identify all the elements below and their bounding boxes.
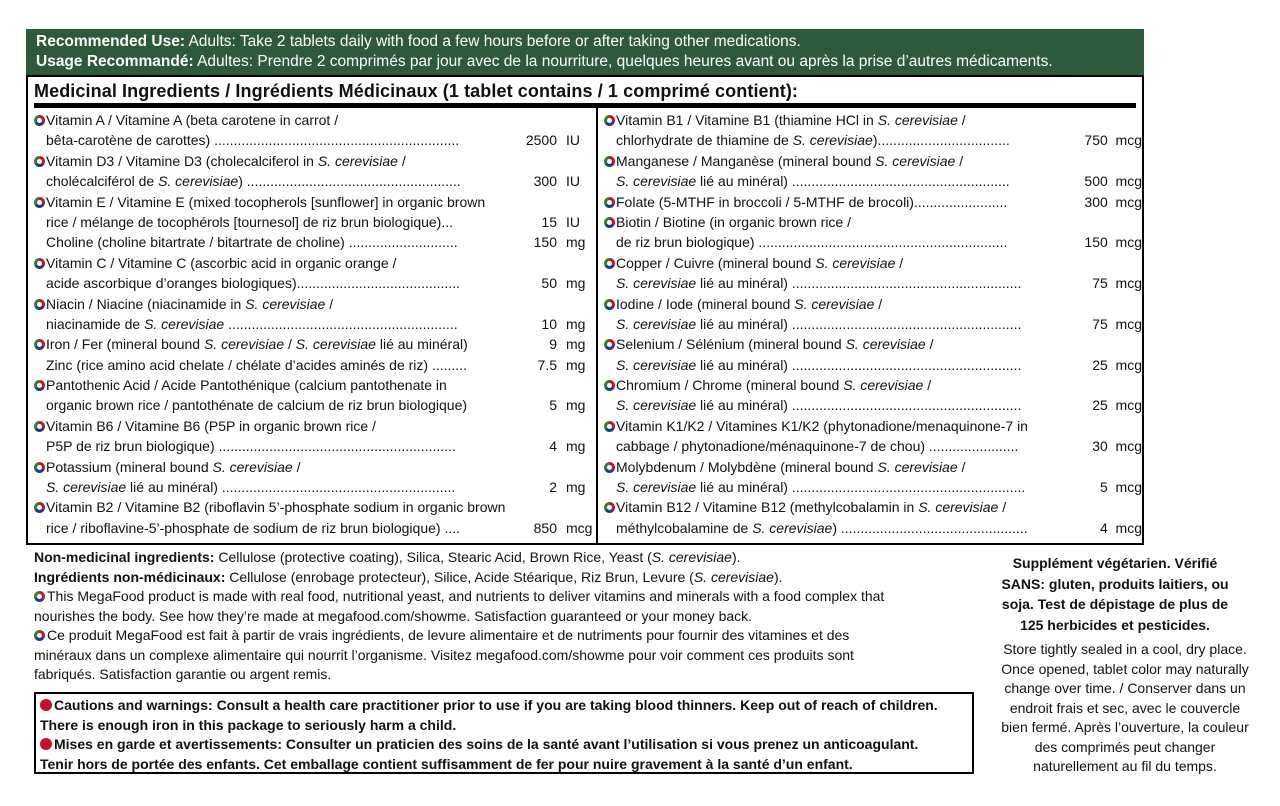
caution-fr-1: Mises en garde et avertissements: Consulter un praticien des soins de la santé avant l’utilisation si vous prenez un anticoagulant.: [40, 735, 972, 755]
column-divider: [596, 108, 598, 545]
non-medicinal-en: Non-medicinal ingredients: Cellulose (protective coating), Silica, Stearic Acid, Brown Rice, Yeast (S. cerevisiae).: [34, 549, 741, 565]
ingredient-unit: mg: [566, 479, 586, 496]
megafood-logo-icon: [604, 339, 615, 350]
ingredient-row: [34, 110, 594, 130]
ingredient-unit: mg: [566, 336, 586, 353]
megafood-logo-icon: [34, 502, 45, 513]
ingredient-row: [604, 497, 1139, 517]
megafood-logo-icon: [604, 462, 615, 473]
ingredient-row: [604, 457, 1139, 477]
warning-dot-icon: [40, 738, 52, 750]
ingredient-row: [34, 497, 594, 517]
ingredient-text: bêta-carotène de carottes) ...............................................................: [46, 132, 460, 149]
megafood-logo-icon: [34, 115, 45, 126]
ingredient-text: cholécalciférol de S. cerevisiae) .......................................................: [46, 173, 461, 190]
ingredient-amount: 25 mcg: [1092, 397, 1142, 414]
ingredient-text: rice / mélange de tocophérols [tournesol] de riz brun biologique)...: [46, 213, 454, 230]
ingredient-row: [604, 273, 1142, 293]
ingredient-amount: 150 mcg: [1084, 234, 1142, 251]
ingredient-text: niacinamide de S. cerevisiae ...........................................................: [46, 315, 458, 332]
ingredient-row: [34, 130, 594, 150]
ingredient-text: Potassium (mineral bound S. cerevisiae /: [46, 458, 301, 475]
ingredient-amount: 150: [533, 234, 557, 251]
ingredient-row: [34, 477, 594, 497]
ingredient-text: Copper / Cuivre (mineral bound S. cerevisiae /: [616, 254, 904, 271]
ingredient-text: Vitamin K1/K2 / Vitamines K1/K2 (phytonadione/menaquinone-7 in: [616, 417, 1028, 434]
warning-dot-icon: [40, 699, 52, 711]
ingredient-unit: IU: [566, 213, 580, 230]
ingredient-unit: mg: [566, 234, 586, 251]
megafood-logo-icon: [34, 462, 45, 473]
recommended-use-en: Recommended Use: Adults: Take 2 tablets daily with food a few hours before or after taking other medications.: [36, 33, 801, 50]
ingredient-row: [34, 192, 594, 212]
product-statement-fr-3: fabriqués. Satisfaction garantie ou argent remis.: [34, 666, 332, 682]
recommended-use-fr: Usage Recommandé: Adultes: Prendre 2 comprimés par jour avec de la nourriture, quelques heures avant ou après la prise d’autres médicaments.: [36, 53, 1053, 70]
ingredient-row: [604, 253, 1139, 273]
ingredient-amount: 75 mcg: [1092, 315, 1142, 332]
ingredient-text: S. cerevisiae lié au minéral) ........................................................: [616, 173, 1010, 190]
vegetarian-statement: Supplément végétarien. Vérifié SANS: gluten, produits laitiers, ou soja. Test de dépistage de plus de 125 herbicides et pesticides.: [1001, 555, 1229, 633]
megafood-logo-icon: [604, 299, 615, 310]
ingredient-text: S. cerevisiae lié au minéral) ............................................................: [46, 479, 456, 496]
ingredient-row: [604, 375, 1139, 395]
ingredient-amount: 300: [533, 173, 557, 190]
title-rule: [34, 103, 1136, 108]
megafood-logo-icon: [604, 421, 615, 432]
ingredient-unit: IU: [566, 173, 580, 190]
ingredient-row: [604, 130, 1142, 150]
ingredient-text: Manganese / Manganèse (mineral bound S. cerevisiae /: [616, 152, 964, 169]
ingredient-unit: mg: [566, 275, 586, 292]
ingredient-text: S. cerevisiae lié au minéral) ...........................................................: [616, 275, 1022, 292]
ingredient-text: Vitamin C / Vitamine C (ascorbic acid in organic orange /: [46, 254, 397, 271]
ingredient-text: S. cerevisiae lié au minéral) ............................................................: [616, 479, 1026, 496]
ingredient-unit: mg: [566, 397, 586, 414]
ingredient-amount: 850: [533, 519, 557, 536]
ingredient-text: P5P de riz brun biologique) .............................................................: [46, 438, 456, 455]
non-medicinal-fr: Ingrédients non-médicinaux: Cellulose (enrobage protecteur), Silice, Acide Stéarique, Riz Brun, Levure (S. cerevisiae).: [34, 568, 783, 585]
ingredient-row: [604, 232, 1142, 252]
ingredient-text: Selenium / Sélénium (mineral bound S. cerevisiae /: [616, 336, 934, 353]
cautions-warnings-box: [34, 692, 974, 774]
ingredient-row: [34, 273, 594, 293]
ingredient-row: [34, 375, 594, 395]
non-medicinal-section: [34, 548, 974, 685]
ingredient-text: Zinc (rice amino acid chelate / chélate d’acides aminés de riz) .........: [46, 356, 467, 373]
ingredient-text: Vitamin A / Vitamine A (beta carotene in carrot /: [46, 112, 339, 128]
ingredients-right-column: [604, 110, 1142, 538]
ingredient-row: [604, 334, 1139, 354]
ingredient-row: [604, 395, 1142, 415]
ingredient-amount: 5 mcg: [1099, 479, 1142, 496]
ingredient-amount: 4: [549, 438, 557, 455]
caution-en-1: Cautions and warnings: Consult a health care practitioner prior to use if you are taking blood thinners. Keep out of reach of children.: [40, 696, 972, 716]
ingredient-text: Chromium / Chrome (mineral bound S. cerevisiae /: [616, 377, 932, 394]
megafood-logo-icon: [604, 197, 615, 208]
ingredient-text: S. cerevisiae lié au minéral) ...........................................................: [616, 397, 1022, 414]
ingredient-text: Folate (5-MTHF in broccoli / 5-MTHF de brocoli)........................: [616, 193, 1008, 210]
megafood-logo-icon: [34, 339, 45, 350]
ingredient-text: Pantothenic Acid / Acide Pantothénique (calcium pantothenate in: [46, 377, 447, 394]
ingredient-row: [34, 212, 594, 232]
ingredient-text: acide ascorbique d’oranges biologiques)..........................................: [46, 275, 460, 292]
megafood-logo-icon: [604, 502, 615, 513]
ingredient-row: [604, 477, 1142, 497]
ingredient-amount: 2500: [525, 132, 557, 149]
ingredient-row: [604, 355, 1142, 375]
ingredient-text: S. cerevisiae lié au minéral) ...........................................................: [616, 356, 1022, 373]
ingredient-amount: 7.5: [537, 356, 557, 373]
product-statement-en: This MegaFood product is made with real food, nutritional yeast, and nutrients to deliver vitamins and minerals with a food complex that: [34, 587, 974, 607]
ingredient-row: [34, 436, 594, 456]
ingredient-text: chlorhydrate de thiamine de S. cerevisiae)..................................: [616, 132, 1010, 149]
ingredient-text: Iodine / Iode (mineral bound S. cerevisiae /: [616, 295, 883, 312]
ingredient-row: [34, 395, 594, 415]
product-statement-fr: Ce produit MegaFood est fait à partir de vrais ingrédients, de levure alimentaire et de nutriments pour fournir des vitamines et des: [34, 626, 974, 646]
ingredient-text: rice / riboflavine-5’-phosphate de sodium de riz brun biologique) ....: [46, 519, 461, 536]
ingredient-text: Niacin / Niacine (niacinamide in S. cerevisiae /: [46, 295, 334, 312]
product-statement-en-2: nourishes the body. See how they’re made at megafood.com/showme. Satisfaction guaranteed or your money back.: [34, 607, 753, 624]
caution-en-2: There is enough iron in this package to seriously harm a child.: [40, 716, 457, 733]
caution-fr-2: Tenir hors de portée des enfants. Cet emballage contient suffisamment de fer pour nuire gravement à la santé d’un enfant.: [40, 755, 853, 772]
megafood-logo-icon: [34, 258, 45, 269]
ingredient-row: [604, 416, 1139, 436]
ingredient-unit: IU: [566, 132, 580, 149]
ingredient-row: [34, 151, 594, 171]
megafood-logo-icon: [34, 630, 45, 641]
ingredient-row: [604, 192, 1142, 212]
ingredient-text: Vitamin D3 / Vitamine D3 (cholecalciferol in S. cerevisiae /: [46, 152, 406, 169]
ingredient-row: [34, 457, 594, 477]
ingredient-amount: 750 mcg: [1084, 132, 1142, 149]
ingredient-row: [34, 518, 594, 538]
megafood-logo-icon: [34, 421, 45, 432]
megafood-logo-icon: [34, 299, 45, 310]
ingredient-amount: 75 mcg: [1092, 275, 1142, 292]
ingredient-amount: 4 mcg: [1099, 519, 1142, 536]
ingredient-row: [34, 294, 594, 314]
ingredient-unit: mg: [566, 356, 586, 373]
ingredient-text: Choline (choline bitartrate / bitartrate de choline) ............................: [46, 234, 458, 251]
storage-statement: Store tightly sealed in a cool, dry place. Once opened, tablet color may naturally change over time. / Conserver dans un endroit frais et sec, avec le couvercle bien fermé. Après l’ouverture, la couleur des comprimés peut changer naturellement au fil du temps.: [1001, 641, 1249, 774]
ingredient-text: méthylcobalamine de S. cerevisiae) ................................................: [616, 519, 1028, 536]
ingredient-amount: 30 mcg: [1092, 438, 1142, 455]
product-statement-fr-2: minéraux dans un complexe alimentaire qui nourrit l’organisme. Visitez megafood.com/showme pour voir comment ces produits sont: [34, 646, 854, 663]
ingredient-unit: mg: [566, 438, 586, 455]
ingredient-text: Vitamin B6 / Vitamine B6 (P5P in organic brown rice /: [46, 417, 376, 434]
ingredient-text: Vitamin B1 / Vitamine B1 (thiamine HCl in S. cerevisiae /: [616, 112, 966, 128]
ingredient-text: organic brown rice / pantothénate de calcium de riz brun biologique): [46, 397, 468, 414]
megafood-logo-icon: [34, 156, 45, 167]
megafood-logo-icon: [604, 258, 615, 269]
megafood-logo-icon: [604, 115, 615, 126]
ingredients-left-column: [34, 110, 594, 538]
ingredient-row: [604, 436, 1142, 456]
ingredient-amount: 10: [541, 315, 557, 332]
ingredient-unit: mg: [566, 315, 586, 332]
ingredient-text: Iron / Fer (mineral bound S. cerevisiae / S. cerevisiae lié au minéral): [46, 336, 468, 353]
ingredient-amount: 5: [549, 397, 557, 414]
megafood-logo-icon: [34, 197, 45, 208]
ingredient-text: Vitamin B12 / Vitamine B12 (methylcobalamin in S. cerevisiae /: [616, 499, 1007, 516]
ingredient-text: Vitamin E / Vitamine E (mixed tocopherols [sunflower] in organic brown: [46, 193, 486, 210]
ingredient-amount: 500 mcg: [1084, 173, 1142, 190]
ingredient-amount: 2: [549, 479, 557, 496]
ingredient-text: Molybdenum / Molybdène (mineral bound S. cerevisiae /: [616, 458, 966, 475]
medicinal-ingredients-title: Medicinal Ingredients / Ingrédients Médicinaux (1 tablet contains / 1 comprimé contient):: [34, 81, 799, 101]
ingredient-amount: 300 mcg: [1084, 193, 1142, 210]
ingredient-row: [34, 232, 594, 252]
megafood-logo-icon: [604, 156, 615, 167]
ingredient-row: [34, 171, 594, 191]
megafood-logo-icon: [604, 217, 615, 228]
ingredient-row: [604, 212, 1139, 232]
ingredient-text: Vitamin B2 / Vitamine B2 (riboflavin 5’-phosphate sodium in organic brown: [46, 499, 506, 516]
ingredient-row: [604, 314, 1142, 334]
ingredient-row: [34, 355, 594, 375]
ingredient-text: cabbage / phytonadione/ménaquinone-7 de chou) .......................: [616, 438, 1019, 455]
ingredient-row: [34, 334, 594, 354]
ingredient-amount: 15: [541, 213, 557, 230]
ingredient-unit: mcg: [566, 519, 593, 536]
ingredient-text: de riz brun biologique) ................................................................: [616, 234, 1008, 251]
ingredient-amount: 25 mcg: [1092, 356, 1142, 373]
ingredient-row: [604, 518, 1142, 538]
ingredient-row: [34, 253, 594, 273]
ingredient-amount: 50: [541, 275, 557, 292]
ingredient-row: [604, 294, 1139, 314]
ingredient-row: [604, 110, 1139, 130]
recommended-use-banner: [26, 29, 1144, 75]
ingredient-row: [604, 151, 1139, 171]
megafood-logo-icon: [34, 380, 45, 391]
ingredient-row: [604, 171, 1142, 191]
ingredient-text: Biotin / Biotine (in organic brown rice /: [616, 213, 851, 230]
megafood-logo-icon: [34, 591, 45, 602]
megafood-logo-icon: [604, 380, 615, 391]
ingredient-text: S. cerevisiae lié au minéral) ...........................................................: [616, 315, 1022, 332]
ingredient-amount: 9: [549, 336, 557, 353]
ingredient-row: [34, 416, 594, 436]
ingredient-row: [34, 314, 594, 334]
